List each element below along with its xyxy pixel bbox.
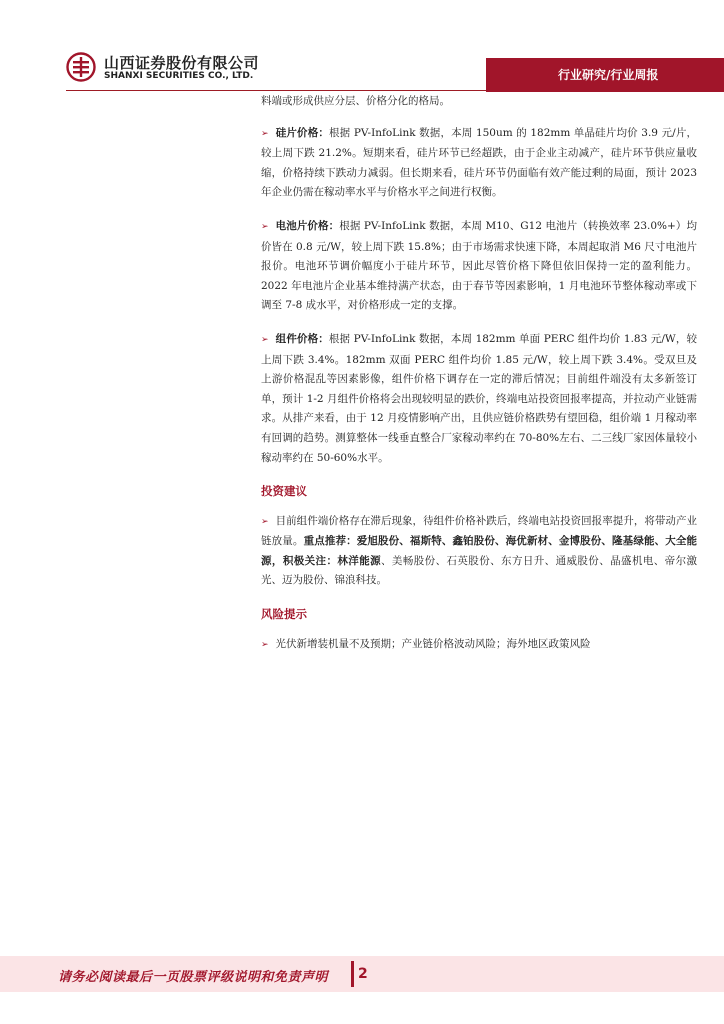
bullet-arrow-icon: ➢ [261,334,269,345]
bullet-arrow-icon: ➢ [261,516,269,527]
shanxi-securities-logo-icon [66,52,96,82]
investment-paragraph [261,512,697,591]
report-type-label: 行业研究/行业周报 [486,58,724,92]
footer-disclaimer: 请务必阅读最后一页股票评级说明和免责声明 [58,970,329,985]
risk-section-title: 风险提示 [261,607,307,622]
investment-text-after: 、美畅股份、石英股份、东方日升、通威股份、晶盛机电、帝尔激光、迈为股份、锦浪科技。 [261,554,698,587]
company-name-cn: 山西证券股份有限公司 [104,54,260,72]
module-price-text: 根据 PV-InfoLink 数据，本周 182mm 单面 PERC 组件均价 1.83 元/W，较上周下跌 3.4%。182mm 双面 PERC 组件均价 1.85 元/W，较上周下跌 3.4%。受双旦及上游价格混乱等因素影像，组件价格下调存在一定的滞后情况；目前组件端没有太多新签订单，预计 1-2 月组件价格将会出现较明显的跌价，终端电站投资回报率提高，并拉动产业链需求。从排产来看，由于 12 月疫情影响产出，且供应链价格跌势有望回稳，组价端 1 月稼动率有回调的趋势。测算整体一线垂直整合厂家稼动率约在 70-80%左右、二三线厂家因体量较小稼动率约在 50-60%水平。 [261,332,698,464]
risk-text: 光伏新增装机量不及预期；产业链价格波动风险；海外地区政策风险 [275,637,591,650]
wafer-price-text: 根据 PV-InfoLink 数据，本周 150um 的 182mm 单晶硅片均价 3.9 元/片，较上周下跌 21.2%。短期来看，硅片环节已经超跌，由于企业主动减产，硅片环节供应量收缩，价格持续下跌动力减弱。但长期来看，硅片环节仍面临有效产能过剩的局面，预计 2023 年企业仍需在稼动率水平与价格水平之间进行权衡。 [261,126,697,199]
company-name-en: SHANXI SECURITIES CO., LTD. [104,71,254,81]
header-divider [66,90,486,91]
investment-section-title: 投资建议 [261,484,307,499]
bullet-arrow-icon: ➢ [261,128,269,139]
page-number: 2 [351,961,370,987]
investment-text-before: 目前组件端价格存在滞后现象，待组件价格补跌后，终端电站投资回报率提升，将带动产业链放量。 [261,514,697,548]
cell-price-paragraph [261,217,697,316]
module-price-paragraph [261,330,697,468]
wafer-price-paragraph [261,124,697,203]
continuation-text: 料端或形成供应分层、价格分化的格局。 [261,95,450,107]
risk-paragraph [261,635,697,656]
cell-price-text: 根据 PV-InfoLink 数据，本周 M10、G12 电池片（转换效率 23.0%+）均价皆在 0.8 元/W，较上周下跌 15.8%；由于市场需求快速下降，本周起取消 M6 尺寸电池片报价。电池环节调价幅度小于硅片环节，因此尽管价格下降但依旧保持一定的盈利能力。2022 年电池片企业基本维持满产状态，由于春节等因素影响，1 月电池环节整体稼动率或下调至 7-8 成水平，对价格形成一定的支撑。 [261,219,698,312]
module-price-label: 组件价格： [275,332,329,345]
wafer-price-label: 硅片价格： [275,126,330,139]
report-body [261,92,697,669]
bullet-arrow-icon: ➢ [261,221,269,232]
cell-price-label: 电池片价格： [275,219,340,232]
bullet-arrow-icon: ➢ [261,639,269,650]
investment-recommendations: 重点推荐：爱旭股份、福斯特、鑫铂股份、海优新材、金博股份、隆基绿能、大全能源，积极关注：林洋能源 [261,535,698,567]
page-header [0,0,724,92]
page-footer [0,956,724,992]
